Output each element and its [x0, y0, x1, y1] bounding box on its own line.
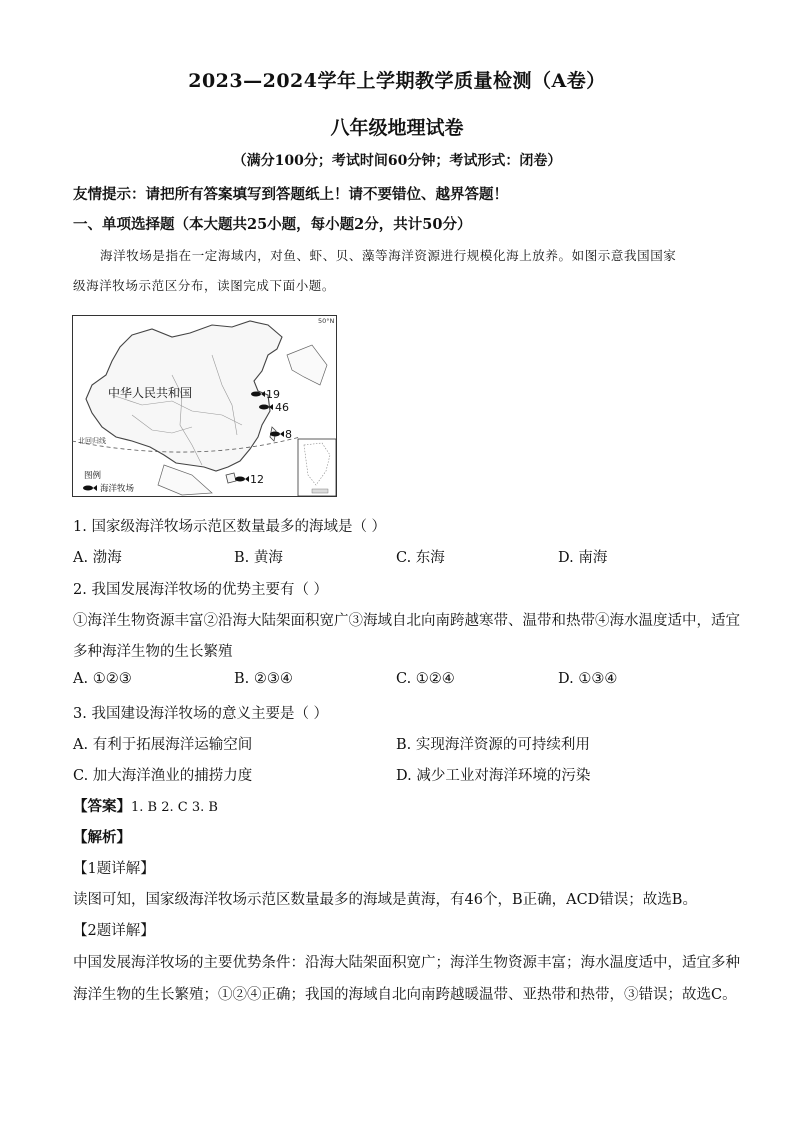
q2-option-a: A. ①②③ — [73, 671, 132, 687]
latitude-label: 50°N — [318, 317, 335, 325]
tropic-label: 北回归线 — [78, 437, 106, 445]
count-yellow-sea: 46 — [275, 401, 289, 414]
q2-option-b: B. ②③④ — [234, 671, 293, 687]
answer-row — [73, 795, 218, 816]
count-bohai: 19 — [266, 388, 280, 401]
exam-info: （满分100分；考试时间60分钟；考试形式：闭卷） — [232, 153, 562, 169]
q3-option-b: B. 实现海洋资源的可持续利用 — [396, 737, 590, 753]
exam-subtitle: 八年级地理试卷 — [330, 117, 464, 139]
marine-ranch-map — [72, 315, 337, 497]
q1-option-d: D. 南海 — [558, 550, 608, 566]
q3-option-c: C. 加大海洋渔业的捕捞力度 — [73, 768, 253, 784]
detail-2-title: 【2题详解】 — [73, 923, 155, 939]
q2-body-line-1: ①海洋生物资源丰富②沿海大陆架面积宽广③海域自北向南跨越寒带、温带和热带④海水温度适中，适宜 — [73, 613, 740, 629]
section-heading: 一、单项选择题（本大题共25小题，每小题2分，共计50分） — [73, 216, 472, 233]
count-south-sea: 12 — [250, 473, 264, 486]
q2-option-d: D. ①③④ — [558, 671, 618, 687]
q2-stem: 2. 我国发展海洋牧场的优势主要有（ ） — [73, 582, 329, 598]
detail-2-line-1: 中国发展海洋牧场的主要优势条件：沿海大陆架面积宽广；海洋生物资源丰富；海水温度适中，适宜多种 — [73, 955, 740, 971]
q3-option-d: D. 减少工业对海洋环境的污染 — [396, 768, 591, 784]
country-label: 中华人民共和国 — [108, 386, 193, 400]
south-china-sea-inset — [298, 439, 336, 496]
legend-title: 图例 — [84, 471, 102, 481]
q2-body-line-2: 多种海洋生物的生长繁殖 — [73, 644, 233, 660]
answer-label: 【答案】 — [73, 798, 131, 815]
analysis-label: 【解析】 — [73, 829, 131, 846]
legend-item: 海洋牧场 — [100, 484, 135, 494]
q1-option-b: B. 黄海 — [234, 550, 283, 566]
detail-1-title: 【1题详解】 — [73, 861, 155, 877]
q1-option-c: C. 东海 — [396, 550, 445, 566]
q2-option-c: C. ①②④ — [396, 671, 455, 687]
intro-line-2: 级海洋牧场示范区分布，读图完成下面小题。 — [73, 278, 336, 293]
answer-items: 1. B 2. C 3. B — [131, 800, 218, 815]
detail-1-text: 读图可知，国家级海洋牧场示范区数量最多的海域是黄海，有46个，B正确，ACD错误；故选B。 — [73, 892, 697, 908]
exam-title: 2023—2024学年上学期教学质量检测（A卷） — [188, 70, 606, 92]
q3-option-a: A. 有利于拓展海洋运输空间 — [73, 737, 253, 753]
q1-stem: 1. 国家级海洋牧场示范区数量最多的海域是（ ） — [73, 519, 387, 535]
detail-2-line-2: 海洋生物的生长繁殖；①②④正确；我国的海域自北向南跨越暖温带、亚热带和热带，③错误；故选C。 — [73, 987, 737, 1003]
count-east-sea: 8 — [285, 428, 292, 441]
q1-option-a: A. 渤海 — [73, 550, 122, 566]
intro-line-1: 海洋牧场是指在一定海域内，对鱼、虾、贝、藻等海洋资源进行规模化海上放养。如图示意我国国家 — [100, 248, 677, 263]
q3-stem: 3. 我国建设海洋牧场的意义主要是（ ） — [73, 706, 329, 722]
friendly-tip: 友情提示：请把所有答案填写到答题纸上！请不要错位、越界答题！ — [73, 186, 508, 203]
